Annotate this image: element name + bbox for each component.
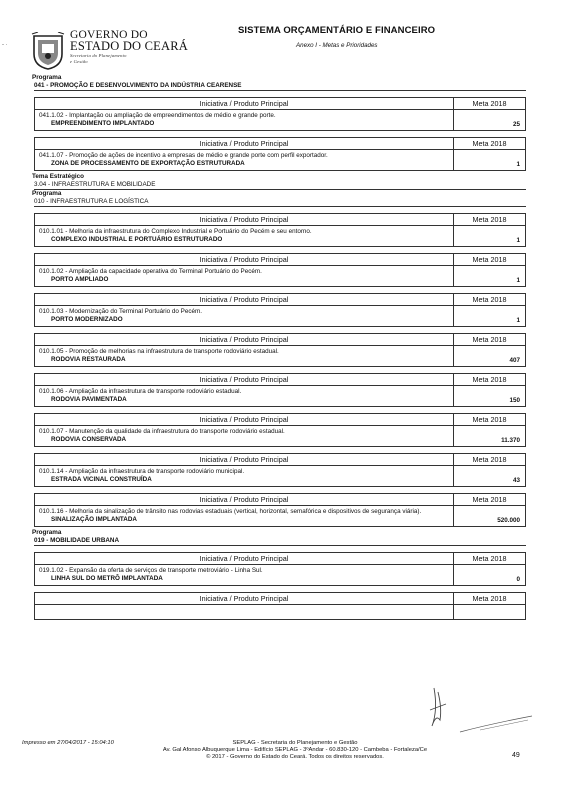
program-label: Programa xyxy=(32,529,62,536)
strategic-theme-name: 3.04 - INFRAESTRUTURA E MOBILIDADE xyxy=(34,181,526,190)
column-header-meta: Meta 2018 xyxy=(472,455,507,464)
column-header-meta: Meta 2018 xyxy=(472,139,507,148)
column-header-meta: Meta 2018 xyxy=(472,99,507,108)
column-header-initiative: Iniciativa / Produto Principal xyxy=(35,414,454,425)
initiative-code: 010.1.02 - Ampliação da capacidade operativa do Terminal Portuário do Pecém. xyxy=(39,268,262,275)
column-header-initiative: Iniciativa / Produto Principal xyxy=(35,254,454,265)
initiative-code: 010.1.14 - Ampliação da infraestrutura de transporte rodoviário municipal. xyxy=(39,468,245,475)
system-title: SISTEMA ORÇAMENTÁRIO E FINANCEIRO xyxy=(238,25,436,36)
meta-value: 1 xyxy=(516,317,520,324)
column-header-meta: Meta 2018 xyxy=(472,594,507,603)
initiative-code: 010.1.06 - Ampliação da infraestrutura de transporte rodoviário estadual. xyxy=(39,388,242,395)
meta-value: 43 xyxy=(512,477,520,484)
initiative-block xyxy=(34,413,526,447)
column-header-meta: Meta 2018 xyxy=(472,554,507,563)
column-header-meta: Meta 2018 xyxy=(472,215,507,224)
gov-sub2: e Gestão xyxy=(70,59,88,64)
column-header-initiative: Iniciativa / Produto Principal xyxy=(35,374,454,385)
program-name: 010 - INFRAESTRUTURA E LOGÍSTICA xyxy=(34,198,526,207)
gov-sub1: Secretaria do Planejamento xyxy=(70,53,127,58)
printed-timestamp: Impresso em 27/04/2017 - 15:04:10 xyxy=(22,740,114,746)
product-name: PORTO MODERNIZADO xyxy=(51,316,123,323)
product-name: RODOVIA PAVIMENTADA xyxy=(51,396,127,403)
meta-value: 1 xyxy=(516,161,520,168)
gov-line1: GOVERNO DO xyxy=(70,29,148,41)
initiative-code: 010.1.16 - Melhoria da sinalização de trânsito nas rodovias estaduais (vertical, horizontal, semafórica e dispositivos de segurança viária). xyxy=(39,508,422,515)
meta-value: 0 xyxy=(516,576,520,583)
column-header-meta: Meta 2018 xyxy=(472,495,507,504)
initiative-block xyxy=(34,213,526,247)
footer-line2: Av. Gal Afonso Albuquerque Lima - Edifício SEPLAG - 3ºAndar - 60.830-120 - Cambeba - Fortaleza/Ce xyxy=(162,747,428,753)
initiative-block xyxy=(34,592,526,620)
meta-value: 150 xyxy=(509,397,520,404)
initiative-code: 010.1.01 - Melhoria da infraestrutura do Complexo Industrial e Portuário do Pecém e seu entorno. xyxy=(39,228,312,235)
initiative-block xyxy=(34,373,526,407)
column-header-initiative: Iniciativa / Produto Principal xyxy=(35,494,454,505)
initiative-block xyxy=(34,137,526,171)
column-header-initiative: Iniciativa / Produto Principal xyxy=(35,454,454,465)
column-header-meta: Meta 2018 xyxy=(472,375,507,384)
product-name: RODOVIA CONSERVADA xyxy=(51,436,127,443)
initiative-code: 010.1.07 - Manutenção da qualidade da infraestrutura do transporte rodoviário estadual. xyxy=(39,428,285,435)
column-header-initiative: Iniciativa / Produto Principal xyxy=(35,294,454,305)
meta-value: 1 xyxy=(516,277,520,284)
product-name: SINALIZAÇÃO IMPLANTADA xyxy=(51,516,137,523)
column-header-meta: Meta 2018 xyxy=(472,415,507,424)
initiative-block xyxy=(34,552,526,586)
initiative-code: 010.1.05 - Promoção de melhorias na infraestrutura de transporte rodoviário estadual. xyxy=(39,348,279,355)
government-logo-text xyxy=(70,30,188,64)
product-name: EMPREENDIMENTO IMPLANTADO xyxy=(51,120,155,127)
column-header-meta: Meta 2018 xyxy=(472,255,507,264)
product-name: ESTRADA VICINAL CONSTRUÍDA xyxy=(51,476,152,483)
meta-value: 520.000 xyxy=(497,517,520,524)
initiative-code: 010.1.03 - Modernização do Terminal Portuário do Pecém. xyxy=(39,308,202,315)
program-label: Programa xyxy=(32,190,62,197)
initiative-block xyxy=(34,453,526,487)
product-name: ZONA DE PROCESSAMENTO DE EXPORTAÇÃO ESTRUTURADA xyxy=(51,160,245,167)
initiative-code: 041.1.07 - Promoção de ações de incentivo a empresas de médio e grande porte com perfil exportador. xyxy=(39,152,328,159)
program-label: Programa xyxy=(32,74,62,81)
meta-value: 25 xyxy=(512,121,520,128)
handwritten-signature xyxy=(420,680,540,740)
program-name: 041 - PROMOÇÃO E DESENVOLVIMENTO DA INDÚSTRIA CEARENSE xyxy=(34,82,526,91)
footer-line1: SEPLAG - Secretaria do Planejamento e Gestão xyxy=(232,740,358,746)
column-header-initiative: Iniciativa / Produto Principal xyxy=(35,214,454,225)
state-coat-of-arms-icon xyxy=(30,32,66,70)
meta-value: 1 xyxy=(516,237,520,244)
strategic-theme-label: Tema Estratégico xyxy=(32,173,85,180)
gov-line2: ESTADO DO CEARÁ xyxy=(70,39,188,53)
product-name: RODOVIA RESTAURADA xyxy=(51,356,126,363)
initiative-code: 019.1.02 - Expansão da oferta de serviços de transporte metroviário - Linha Sul. xyxy=(39,567,263,574)
initiative-code: 041.1.02 - Implantação ou ampliação de empreendimentos de médio e grande porte. xyxy=(39,112,276,119)
page-number: 49 xyxy=(512,752,520,759)
document-body xyxy=(34,74,526,626)
footer-line3: © 2017 - Governo do Estado do Ceará. Todos os direitos reservados. xyxy=(206,754,384,760)
column-header-initiative: Iniciativa / Produto Principal xyxy=(35,334,454,345)
meta-value: 11.370 xyxy=(501,437,520,444)
product-name: PORTO AMPLIADO xyxy=(51,276,109,283)
initiative-block xyxy=(34,493,526,527)
margin-mark: - · xyxy=(2,42,8,48)
footer-address xyxy=(150,740,440,761)
program-name: 019 - MOBILIDADE URBANA xyxy=(34,537,526,546)
product-name: COMPLEXO INDUSTRIAL E PORTUÁRIO ESTRUTURADO xyxy=(51,236,223,243)
initiative-block xyxy=(34,97,526,131)
annex-subtitle: Anexo I - Metas e Prioridades xyxy=(296,42,378,49)
product-name: LINHA SUL DO METRÔ IMPLANTADA xyxy=(51,575,163,582)
meta-value: 407 xyxy=(509,357,520,364)
column-header-initiative: Iniciativa / Produto Principal xyxy=(35,98,454,109)
column-header-initiative: Iniciativa / Produto Principal xyxy=(35,593,454,604)
initiative-block xyxy=(34,333,526,367)
initiative-block xyxy=(34,293,526,327)
column-header-initiative: Iniciativa / Produto Principal xyxy=(35,553,454,564)
column-header-meta: Meta 2018 xyxy=(472,295,507,304)
column-header-initiative: Iniciativa / Produto Principal xyxy=(35,138,454,149)
initiative-block xyxy=(34,253,526,287)
column-header-meta: Meta 2018 xyxy=(472,335,507,344)
